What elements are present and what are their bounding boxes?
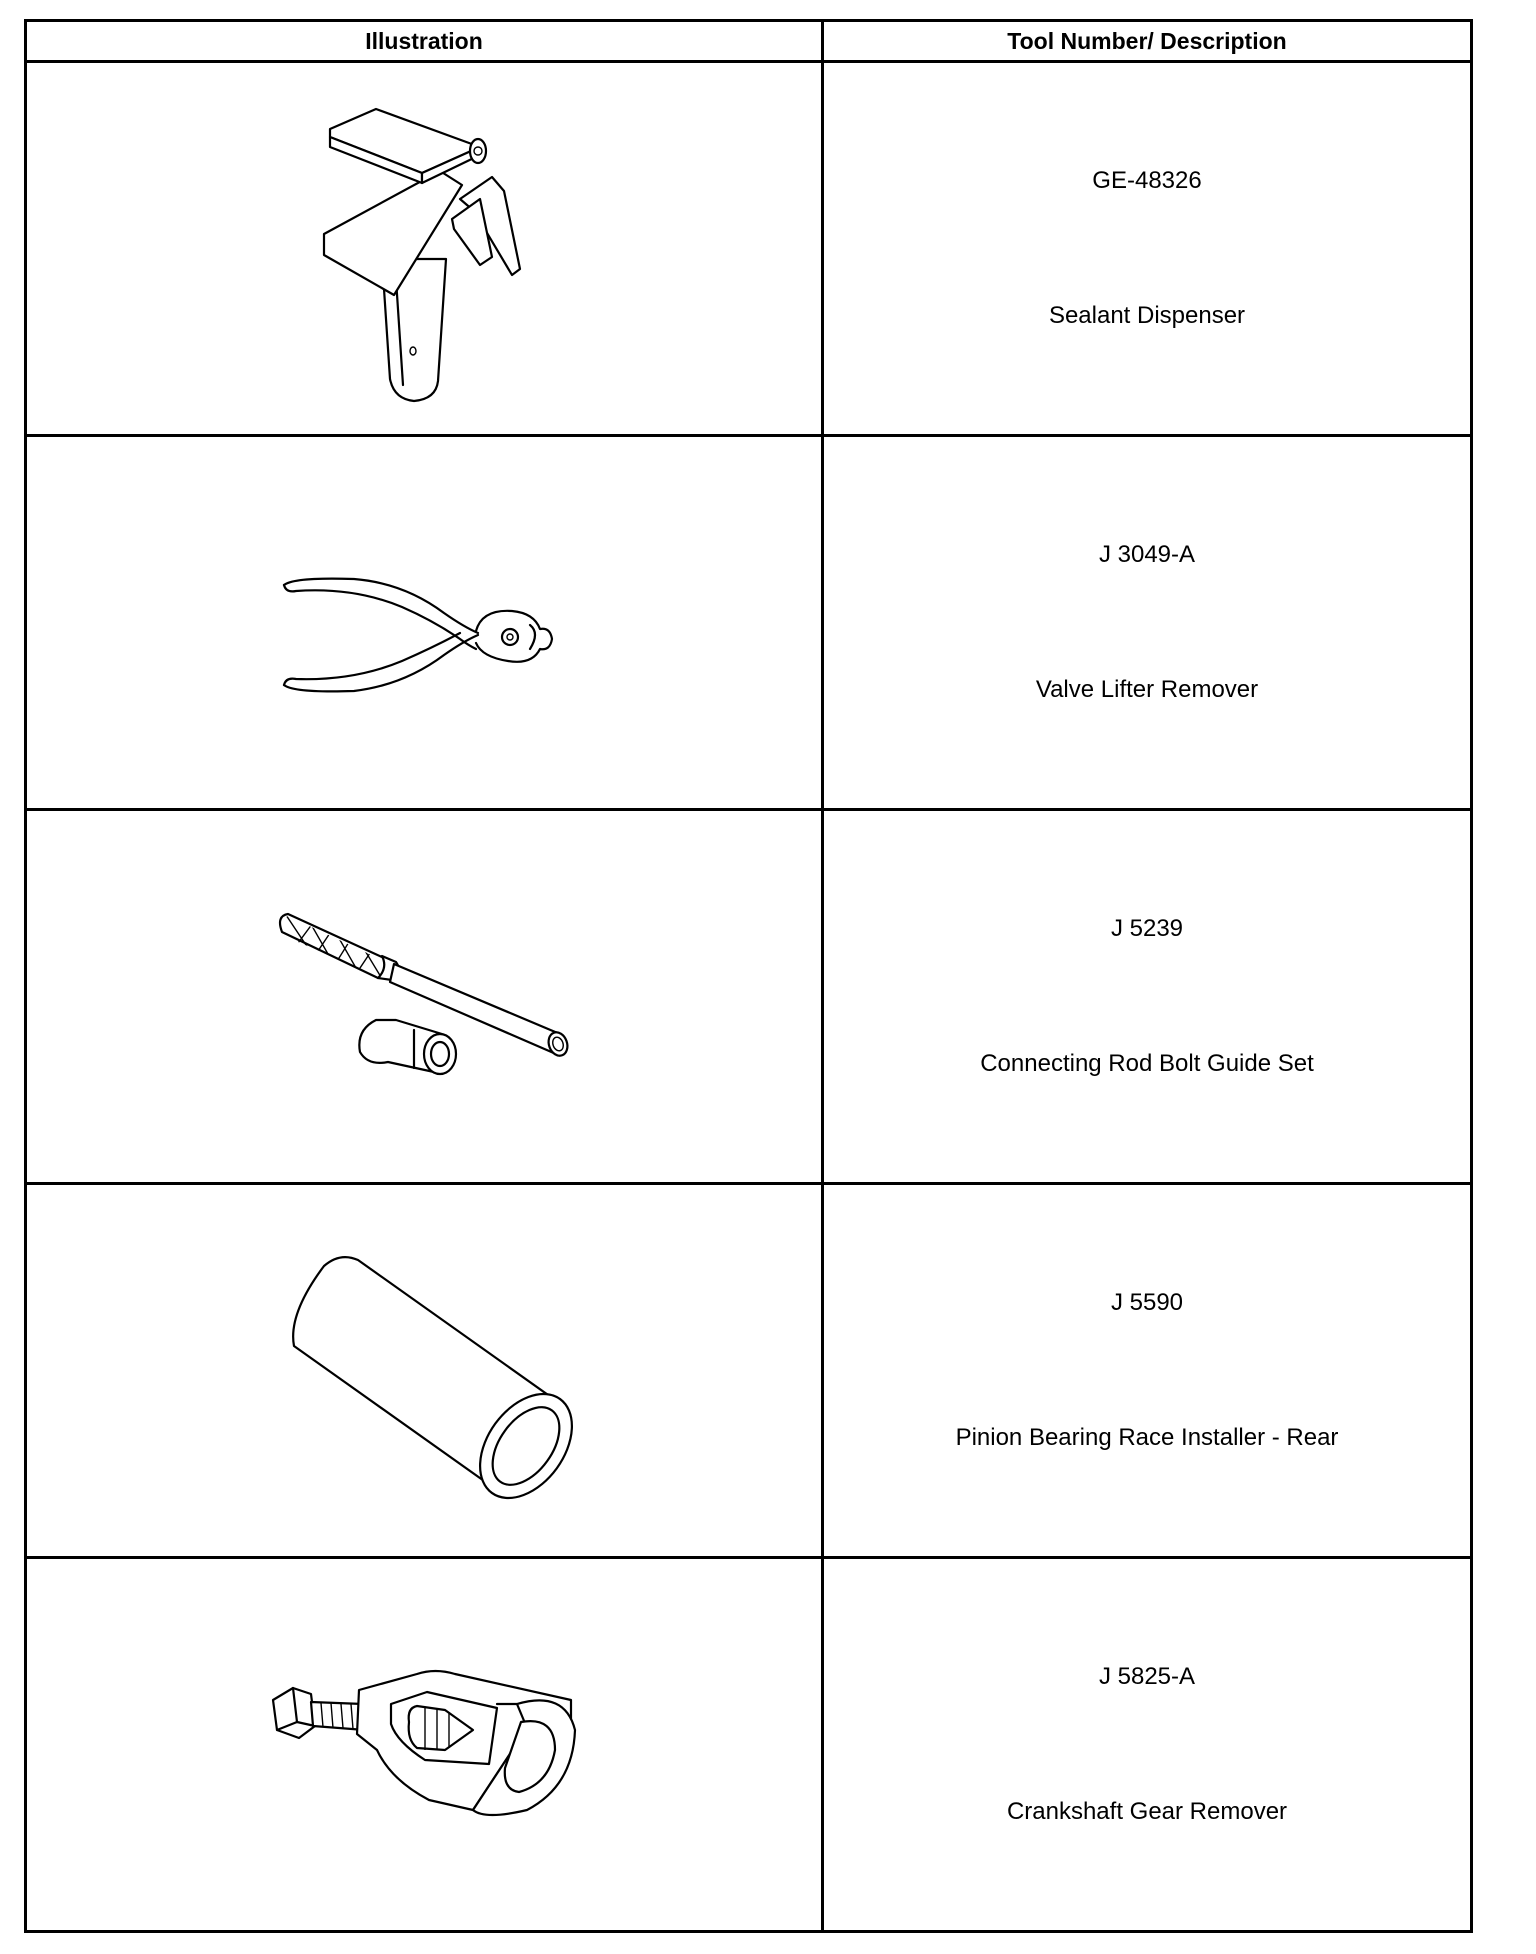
table-row bbox=[26, 810, 1472, 1184]
special-tools-table bbox=[24, 19, 1473, 1933]
description-cell bbox=[823, 1558, 1472, 1932]
header-tool-number-description: Tool Number/ Description bbox=[823, 21, 1472, 62]
tool-description: Valve Lifter Remover bbox=[1035, 676, 1259, 703]
crankshaft-gear-remover-icon bbox=[259, 1660, 589, 1830]
illustration-cell bbox=[26, 810, 823, 1184]
description-cell bbox=[823, 810, 1472, 1184]
description-cell bbox=[823, 436, 1472, 810]
header-illustration: Illustration bbox=[26, 21, 823, 62]
tool-number: J 5239 bbox=[1110, 915, 1184, 942]
table-header-row bbox=[26, 21, 1472, 62]
tool-number: J 5825-A bbox=[1098, 1663, 1196, 1690]
tool-description: Pinion Bearing Race Installer - Rear bbox=[955, 1424, 1339, 1451]
tool-description: Sealant Dispenser bbox=[1048, 302, 1246, 329]
table-row bbox=[26, 62, 1472, 436]
tool-description: Connecting Rod Bolt Guide Set bbox=[980, 1050, 1314, 1077]
illustration-cell bbox=[26, 1558, 823, 1932]
tool-number: J 5590 bbox=[1110, 1289, 1184, 1316]
tool-description: Crankshaft Gear Remover bbox=[1006, 1798, 1288, 1825]
illustration-cell bbox=[26, 436, 823, 810]
sealant-dispenser-icon bbox=[294, 89, 554, 409]
valve-lifter-remover-icon bbox=[264, 543, 584, 703]
description-cell bbox=[823, 1184, 1472, 1558]
tool-number: J 3049-A bbox=[1098, 541, 1196, 568]
tool-number: GE-48326 bbox=[1092, 167, 1202, 194]
pinion-bearing-race-installer-icon bbox=[264, 1226, 584, 1516]
illustration-cell bbox=[26, 62, 823, 436]
illustration-cell bbox=[26, 1184, 823, 1558]
table-row bbox=[26, 1558, 1472, 1932]
table-row bbox=[26, 1184, 1472, 1558]
table-row bbox=[26, 436, 1472, 810]
connecting-rod-bolt-guide-set-icon bbox=[264, 902, 584, 1092]
description-cell bbox=[823, 62, 1472, 436]
